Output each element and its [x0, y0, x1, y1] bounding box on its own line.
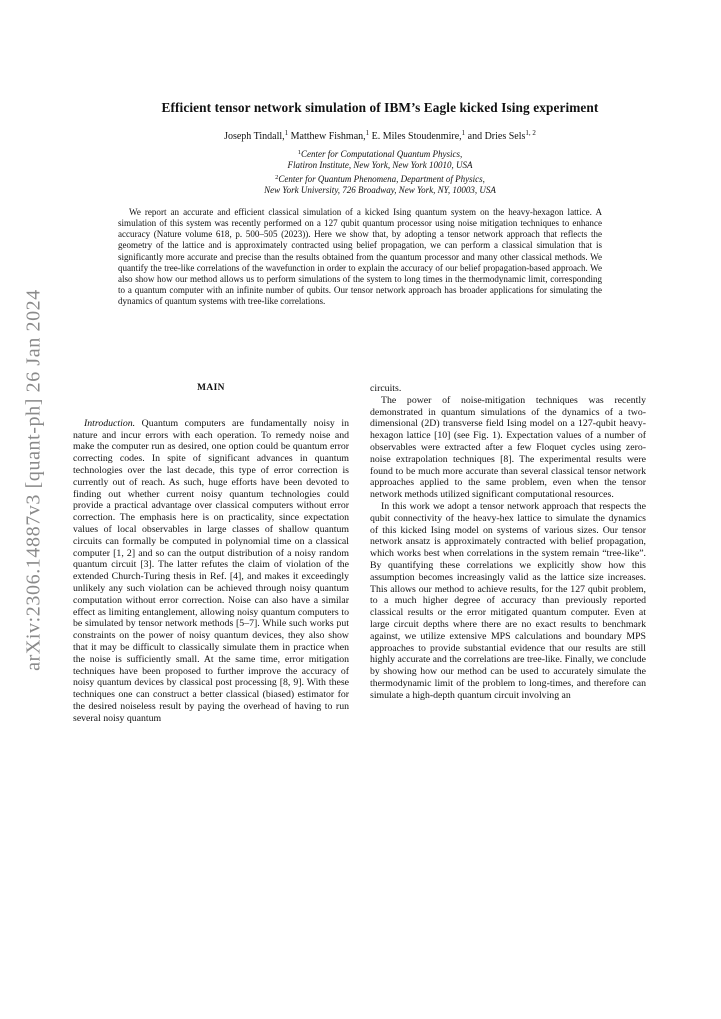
author-name: E. Miles Stoudenmire,: [369, 131, 462, 142]
continued-text: circuits.: [370, 383, 402, 394]
affiliation-block: [80, 147, 680, 196]
affiliation-text: Center for Quantum Phenomena, Department of Physics,: [278, 173, 485, 184]
body-paragraph: The power of noise-mitigation techniques was recently demonstrated in quantum simulations of the dynamics of a two-dimensional (2D) transverse field Ising model on a 127-qubit heavy-hexagon lattice [10] (see Fig. 1). Expectation values of a number of observables were extracted after a few Floquet cycles using zero-noise extrapolation techniques [8]. The experimental results were found to be much more accurate than several classical tensor network approaches applied to the same problem, even when the tensor network methods utilized significant computational resources.: [370, 394, 646, 501]
body-paragraph: In this work we adopt a tensor network approach that respects the qubit connectivity of the heavy-hex lattice to simulate the dynamics of this kicked Ising model on systems of various sizes. Our tensor network ansatz is approximately contracted with belief propagation, which works best when correlations in the system remain “tree-like”. By quantifying these correlations we explicitly show how this assumption becomes increasingly valid as the lattice size increases. This allows our method to achieve results, for the 127 qubit problem, to a much higher degree of accuracy than previously reported classical results or the error mitigated quantum computer. Even at large circuit depths where there are no exact results to benchmark against, we utilize extensive MPS calculations and boundary MPS approaches to provide substantial evidence that our results are still highly accurate and the correlations are tree-like. Finally, we conclude by showing how our method can be used to accurately simulate the thermodynamic limit of the problem to long-times, and therefore can simulate a high-depth quantum circuit involving an: [370, 500, 646, 701]
affiliation-marker: 1, 2: [525, 129, 536, 137]
affiliation-line: New York University, 726 Broadway, New York, NY, 10003, USA: [264, 184, 496, 195]
left-column: [73, 383, 349, 725]
affiliation-marker: 1: [284, 129, 289, 137]
affiliation-marker: 1: [297, 149, 301, 156]
affiliation-line: Flatiron Institute, New York, New York 10010, USA: [287, 160, 473, 171]
affiliation-line: [80, 172, 680, 185]
paragraph-text: Quantum computers are fundamentally noisy in nature and incur errors with each operation. To remedy noise and make the computer run as desired, one option could be quantum error correcting codes. In spite of significant advances in quantum technologies over the last decade, this type of error correction is currently out of reach. As such, huge efforts have been devoted to finding out whether current noisy quantum technologies could provide a practical advantage over classical computers without error correction. The emphasis here is on practicality, since expectation values of local observables in large classes of shallow quantum circuits can formally be computed in polynomial time on a classical computer [1, 2] and so can the output distribution of a noisy random quantum circuit [3]. The latter refutes the claim of violation of the extended Church-Turing thesis in Ref. [4], and makes it exceedingly unlikely any such violation can be achieved through noisy quantum computation without error correction. Noise can also have a similar effect as limiting entanglement, allowing noisy quantum computers to be simulated by tensor network methods [5–7]. While such works put constraints on the power of noisy quantum devices, they also show that it may be difficult to classically simulate them in practice when the noise is sufficiently small. At the same time, error mitigation techniques have been proposed to further improve the accuracy of noisy quantum devices by classical post processing [8, 9]. With these techniques one can construct a better classical (biased) estimator for the desired noiseless result by paying the overhead of having to run several noisy quantum: [73, 417, 349, 724]
author-name: and Dries Sels: [465, 131, 526, 142]
paper-title: Efficient tensor network simulation of IBM’s Eagle kicked Ising experiment: [161, 100, 599, 115]
affiliation-text: Center for Computational Quantum Physics,: [301, 149, 463, 159]
paragraph-run-in-heading: Introduction.: [84, 417, 136, 429]
right-column: [370, 383, 646, 702]
abstract: We report an accurate and efficient classical simulation of a kicked Ising quantum system on the heavy-hexagon lattice. A simulation of this system was recently performed on a 127 qubit quantum processor using noise mitigation techniques to enhance accuracy (Nature volume 618, p. 500–505 (2023)). Here we show that, by adopting a tensor network approach that reflects the geometry of the lattice and is approximately contracted using belief propagation, we can perform a classical simulation that is significantly more accurate and precise than the results obtained from the quantum processor and many other classical methods. We quantify the tree-like correlations of the wavefunction in order to explain the accuracy of our belief propagation-based approach. We also show how our method allows us to perform simulations of the system to long times in the thermodynamic limit, corresponding to a quantum computer with an infinite number of qubits. Our tensor network approach has broader applications for simulating the dynamics of quantum systems with tree-like correlations.: [118, 207, 602, 306]
affiliation-marker: 2: [275, 173, 279, 181]
author-name: Matthew Fishman,: [288, 131, 366, 142]
affiliation-marker: 1: [461, 129, 466, 137]
section-heading-main: MAIN: [197, 383, 225, 393]
affiliation-marker: 1: [365, 129, 370, 137]
arxiv-identifier-stamp: arXiv:2306.14887v3 [quant-ph] 26 Jan 2024: [22, 289, 45, 671]
author-list: [80, 129, 680, 142]
affiliation-line: [80, 147, 680, 160]
author-name: Joseph Tindall,: [224, 131, 285, 142]
intro-paragraph: [73, 418, 349, 725]
